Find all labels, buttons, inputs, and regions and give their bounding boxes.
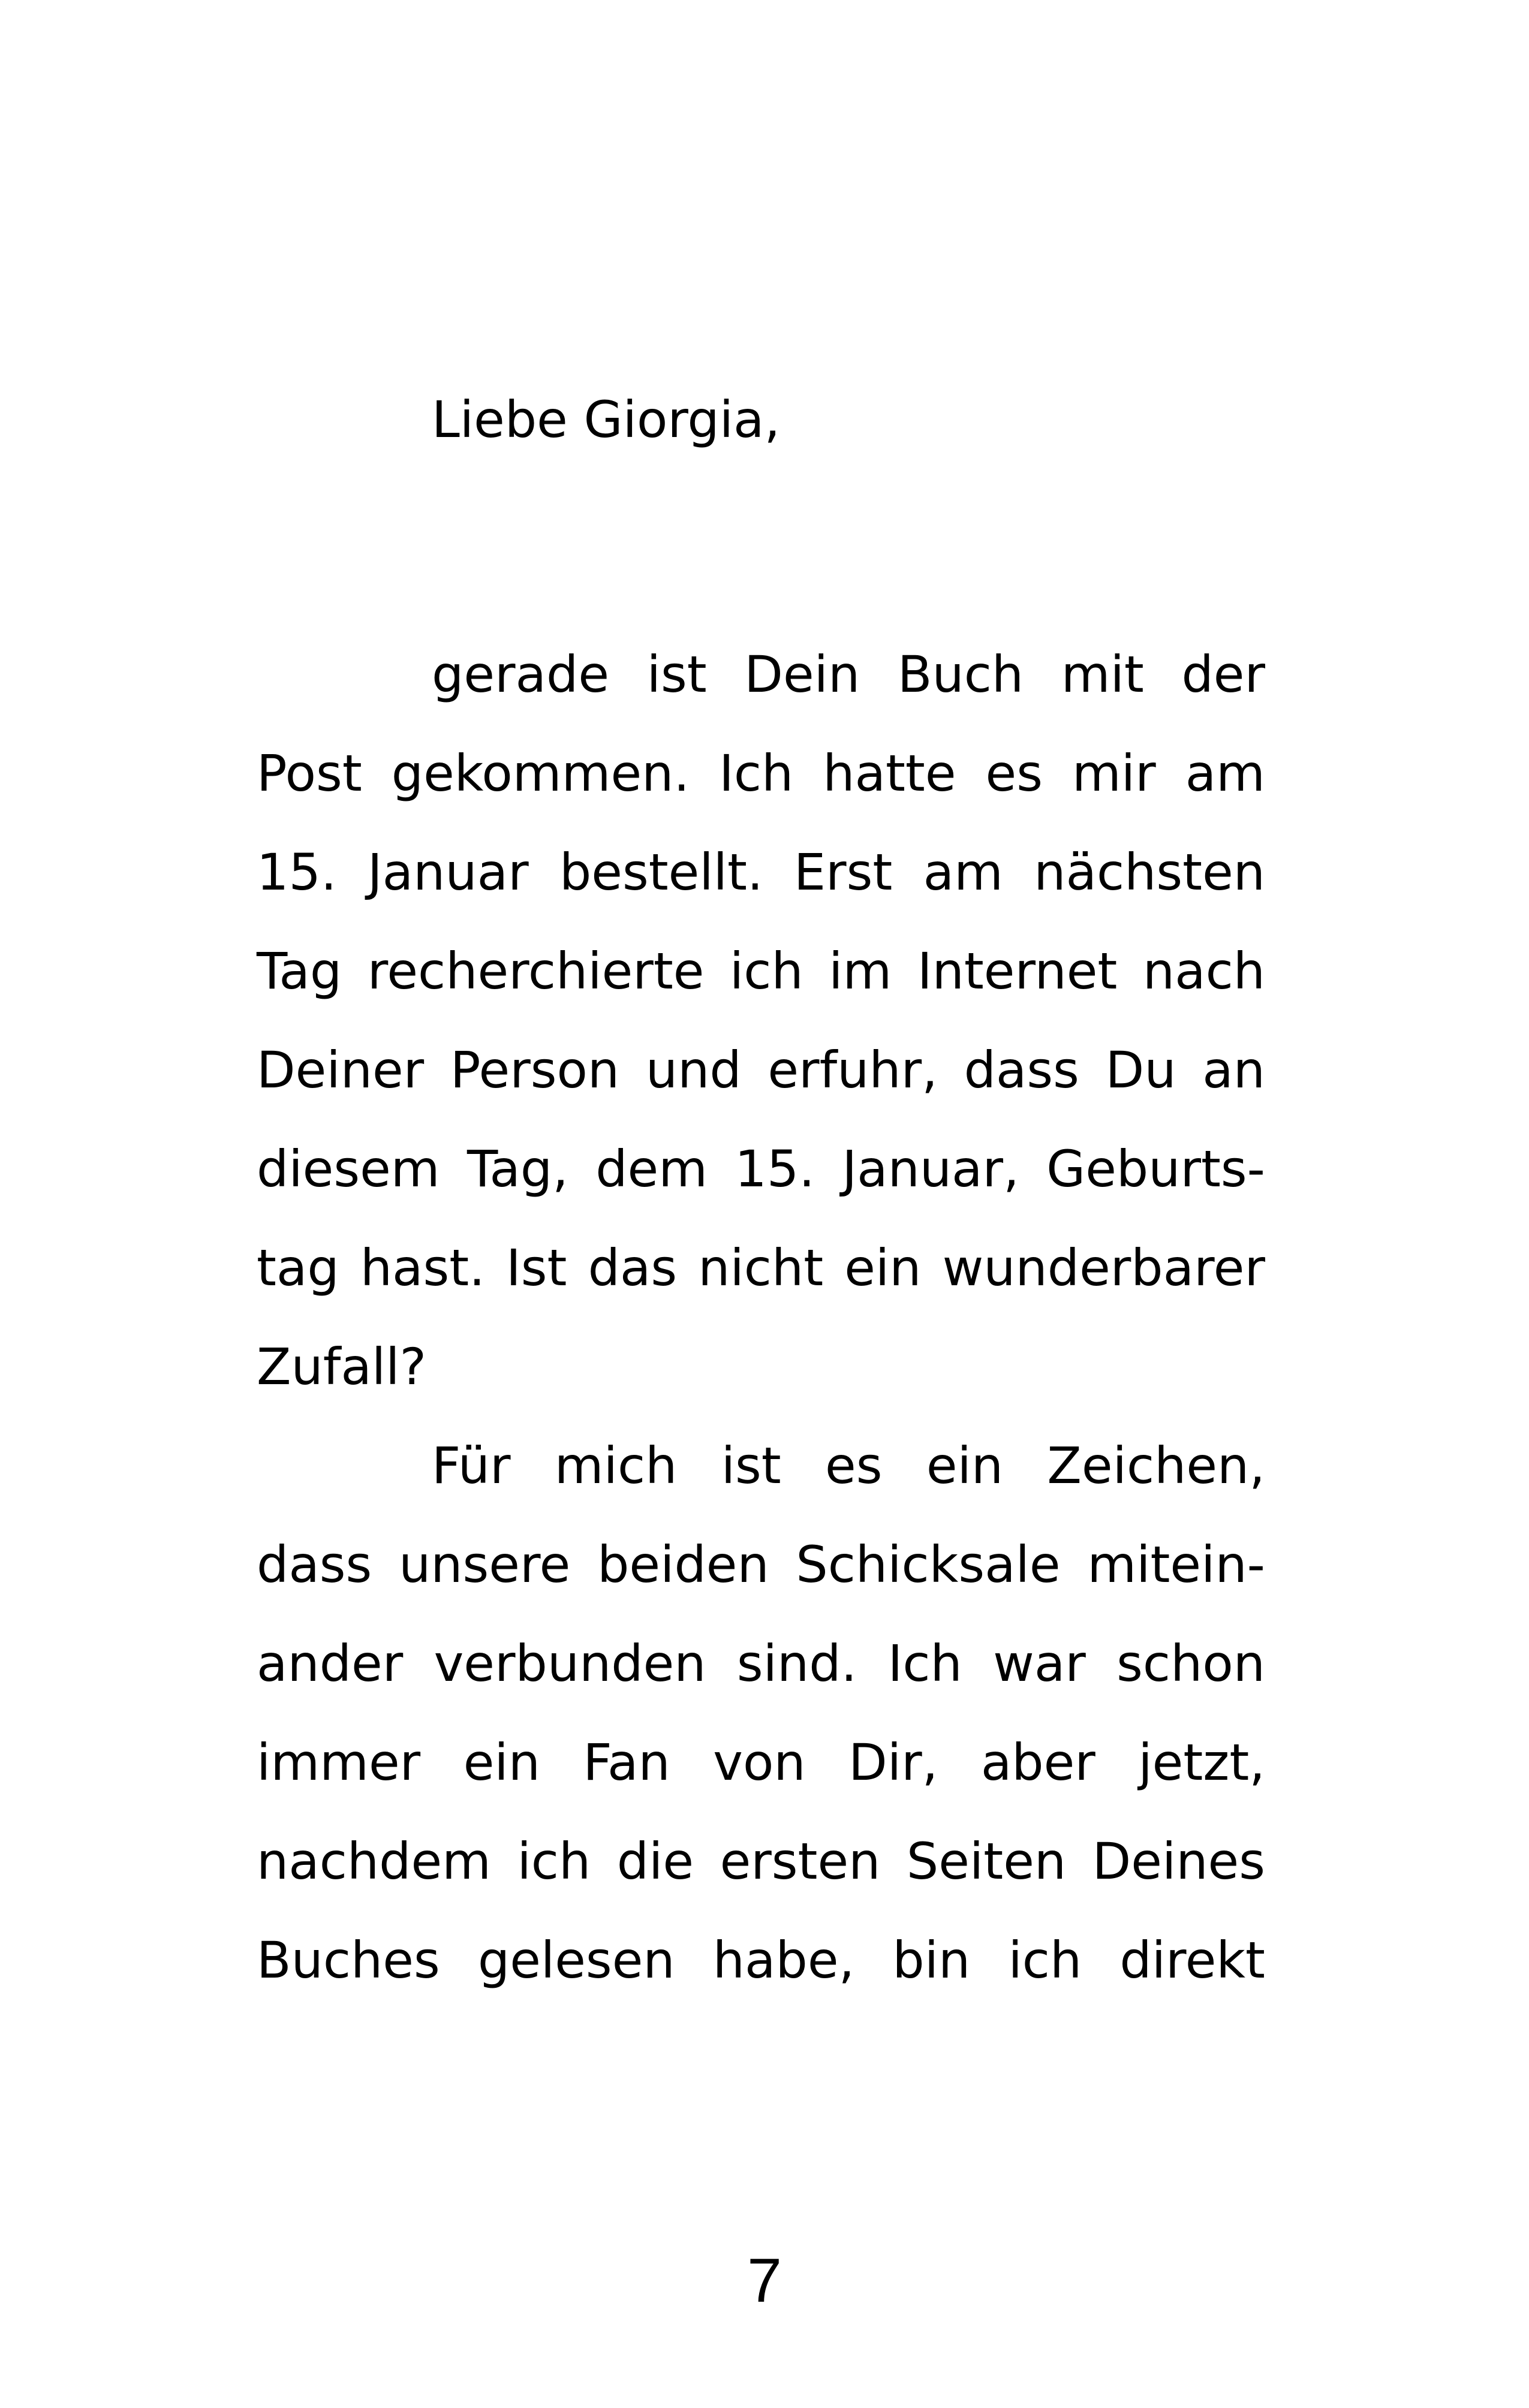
text-line: Post gekommen. Ich hatte es mir am — [257, 744, 1265, 803]
text-line: Für mich ist es ein Zeichen, — [432, 1436, 1265, 1495]
text-line: 15. Januar bestellt. Erst am nächsten — [257, 843, 1265, 902]
page-number: 7 — [747, 2246, 782, 2316]
text-line: ander verbunden sind. Ich war schon — [257, 1634, 1265, 1693]
text-line: Deiner Person und erfuhr, dass Du an — [257, 1041, 1265, 1099]
text-line: gerade ist Dein Buch mit der — [432, 645, 1265, 704]
text-line: immer ein Fan von Dir, aber jetzt, — [257, 1733, 1265, 1792]
text-line: Tag recherchierte ich im Internet nach — [257, 942, 1265, 1000]
text-line: Zufall? — [257, 1337, 427, 1396]
letter-salutation: Liebe Giorgia, — [432, 390, 781, 449]
text-line: diesem Tag, dem 15. Januar, Geburts- — [257, 1140, 1265, 1198]
text-line: tag hast. Ist das nicht ein wunderbarer — [257, 1238, 1265, 1297]
text-line: dass unsere beiden Schicksale mitein- — [257, 1535, 1265, 1594]
text-line: Buches gelesen habe, bin ich direkt — [257, 1931, 1265, 1990]
text-line: nachdem ich die ersten Seiten Deines — [257, 1832, 1265, 1891]
